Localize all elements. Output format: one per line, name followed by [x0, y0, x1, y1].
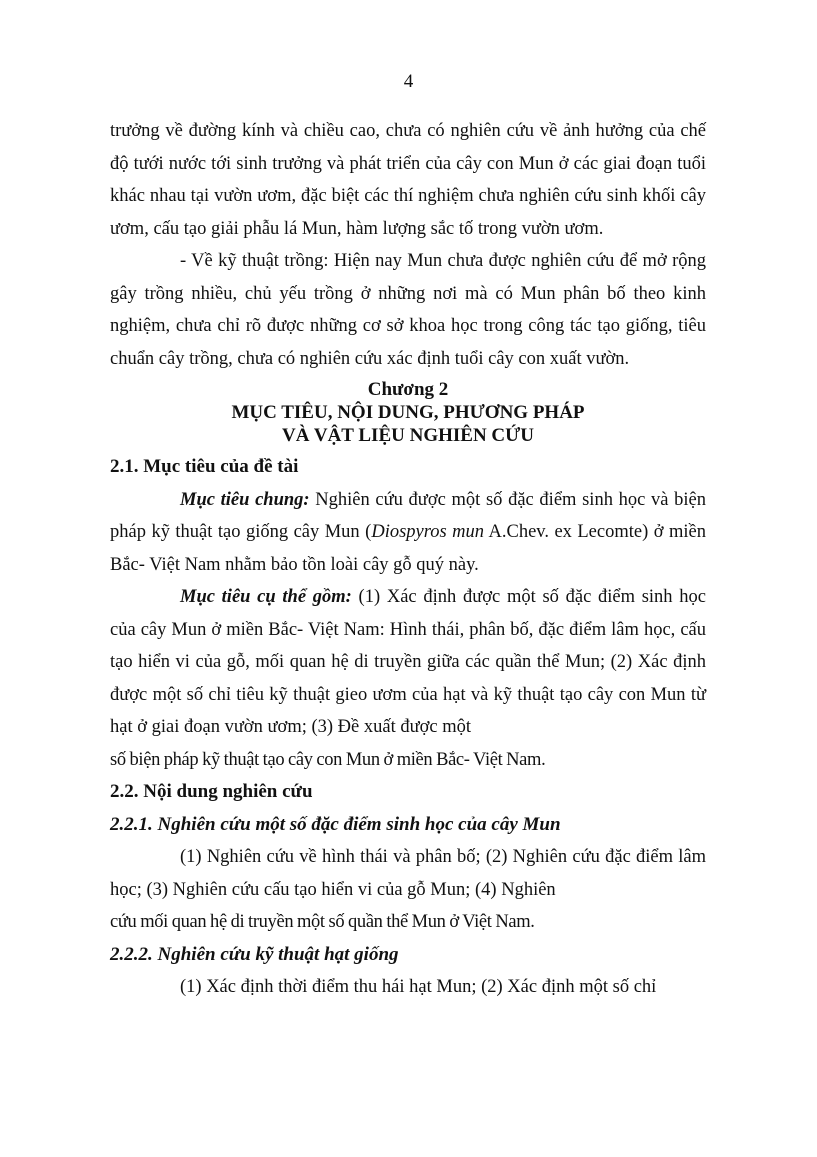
chapter-label: Chương 2: [367, 379, 449, 400]
biology-research-last-line: cứu mối quan hệ di truyền một số quần thể Mun ở Việt Nam.: [110, 912, 535, 932]
paragraph-biology-research: (1) Nghiên cứu về hình thái và phân bố; (2) Nghiên cứu đặc điểm lâm học; (3) Nghiên cứu cấu tạo hiển vi của gỗ Mun; (4) Nghiên: [110, 847, 706, 900]
general-objective-label: Mục tiêu chung:: [180, 489, 310, 510]
specific-objectives-label: Mục tiêu cụ thể gồm:: [180, 587, 352, 607]
paragraph-intro: trưởng về đường kính và chiều cao, chưa có nghiên cứu về ảnh hưởng của chế độ tưới nước tới sinh trưởng và phát triển của cây con Mun ở các giai đoạn tuổi khác nhau tại vườn ươm, đặc biệt các thí nghiệm chưa nghiên cứu sinh khối cây ươm, cấu tạo giải phẫu lá Mun, hàm lượng sắc tố trong vườn ươm.: [110, 121, 706, 239]
general-objective-text-b: A.Chev. ex Lecomte) ở miền Bắc- Việt Nam nhằm bảo tồn loài cây gỗ quý này.: [110, 522, 706, 575]
chapter-title-line2: VÀ VẬT LIỆU NGHIÊN CỨU: [282, 425, 534, 446]
page-content: [110, 115, 706, 1004]
paragraph-seed-research: (1) Xác định thời điểm thu hái hạt Mun; (2) Xác định một số chỉ: [180, 977, 657, 997]
page-number: 4: [403, 71, 414, 92]
chapter-title-line1: MỤC TIÊU, NỘI DUNG, PHƯƠNG PHÁP: [231, 402, 585, 423]
paragraph-specific-objectives: [110, 581, 706, 744]
specific-objectives-last-line: số biện pháp kỹ thuật tạo cây con Mun ở miền Bắc- Việt Nam.: [110, 749, 546, 770]
general-objective-text-a: Nghiên cứu được một số đặc điểm sinh học và biện pháp kỹ thuật tạo giống cây Mun (: [110, 489, 706, 542]
species-name: Diospyros mun: [371, 522, 485, 542]
subsection-heading-2-2-2: 2.2.2. Nghiên cứu kỹ thuật hạt giống: [110, 943, 399, 965]
section-heading-2-2: 2.2. Nội dung nghiên cứu: [110, 781, 313, 802]
section-heading-2-1: 2.1. Mục tiêu của đề tài: [110, 456, 299, 477]
paragraph-general-objective: [110, 484, 706, 582]
paragraph-planting-technique: - Về kỹ thuật trồng: Hiện nay Mun chưa được nghiên cứu để mở rộng gây trồng nhiều, chủ yếu trồng ở những nơi mà có Mun phân bố theo kinh nghiệm, chưa chỉ rõ được những cơ sở khoa học trong công tác tạo giống, tiêu chuẩn cây trồng, chưa có nghiên cứu xác định tuổi cây con xuất vườn.: [110, 251, 706, 369]
subsection-heading-2-2-1: 2.2.1. Nghiên cứu một số đặc điểm sinh học của cây Mun: [110, 813, 561, 835]
specific-objectives-text: (1) Xác định được một số đặc điểm sinh học của cây Mun ở miền Bắc- Việt Nam: Hình thái, phân bố, đặc điểm lâm học, cấu tạo hiển vi của gỗ, mối quan hệ di truyền giữa các quần thể Mun; (2) Xác định được một số chỉ tiêu kỹ thuật gieo ươm của hạt và kỹ thuật tạo cây con Mun từ hạt ở giai đoạn vườn ươm; (3) Đề xuất được một: [110, 587, 706, 737]
